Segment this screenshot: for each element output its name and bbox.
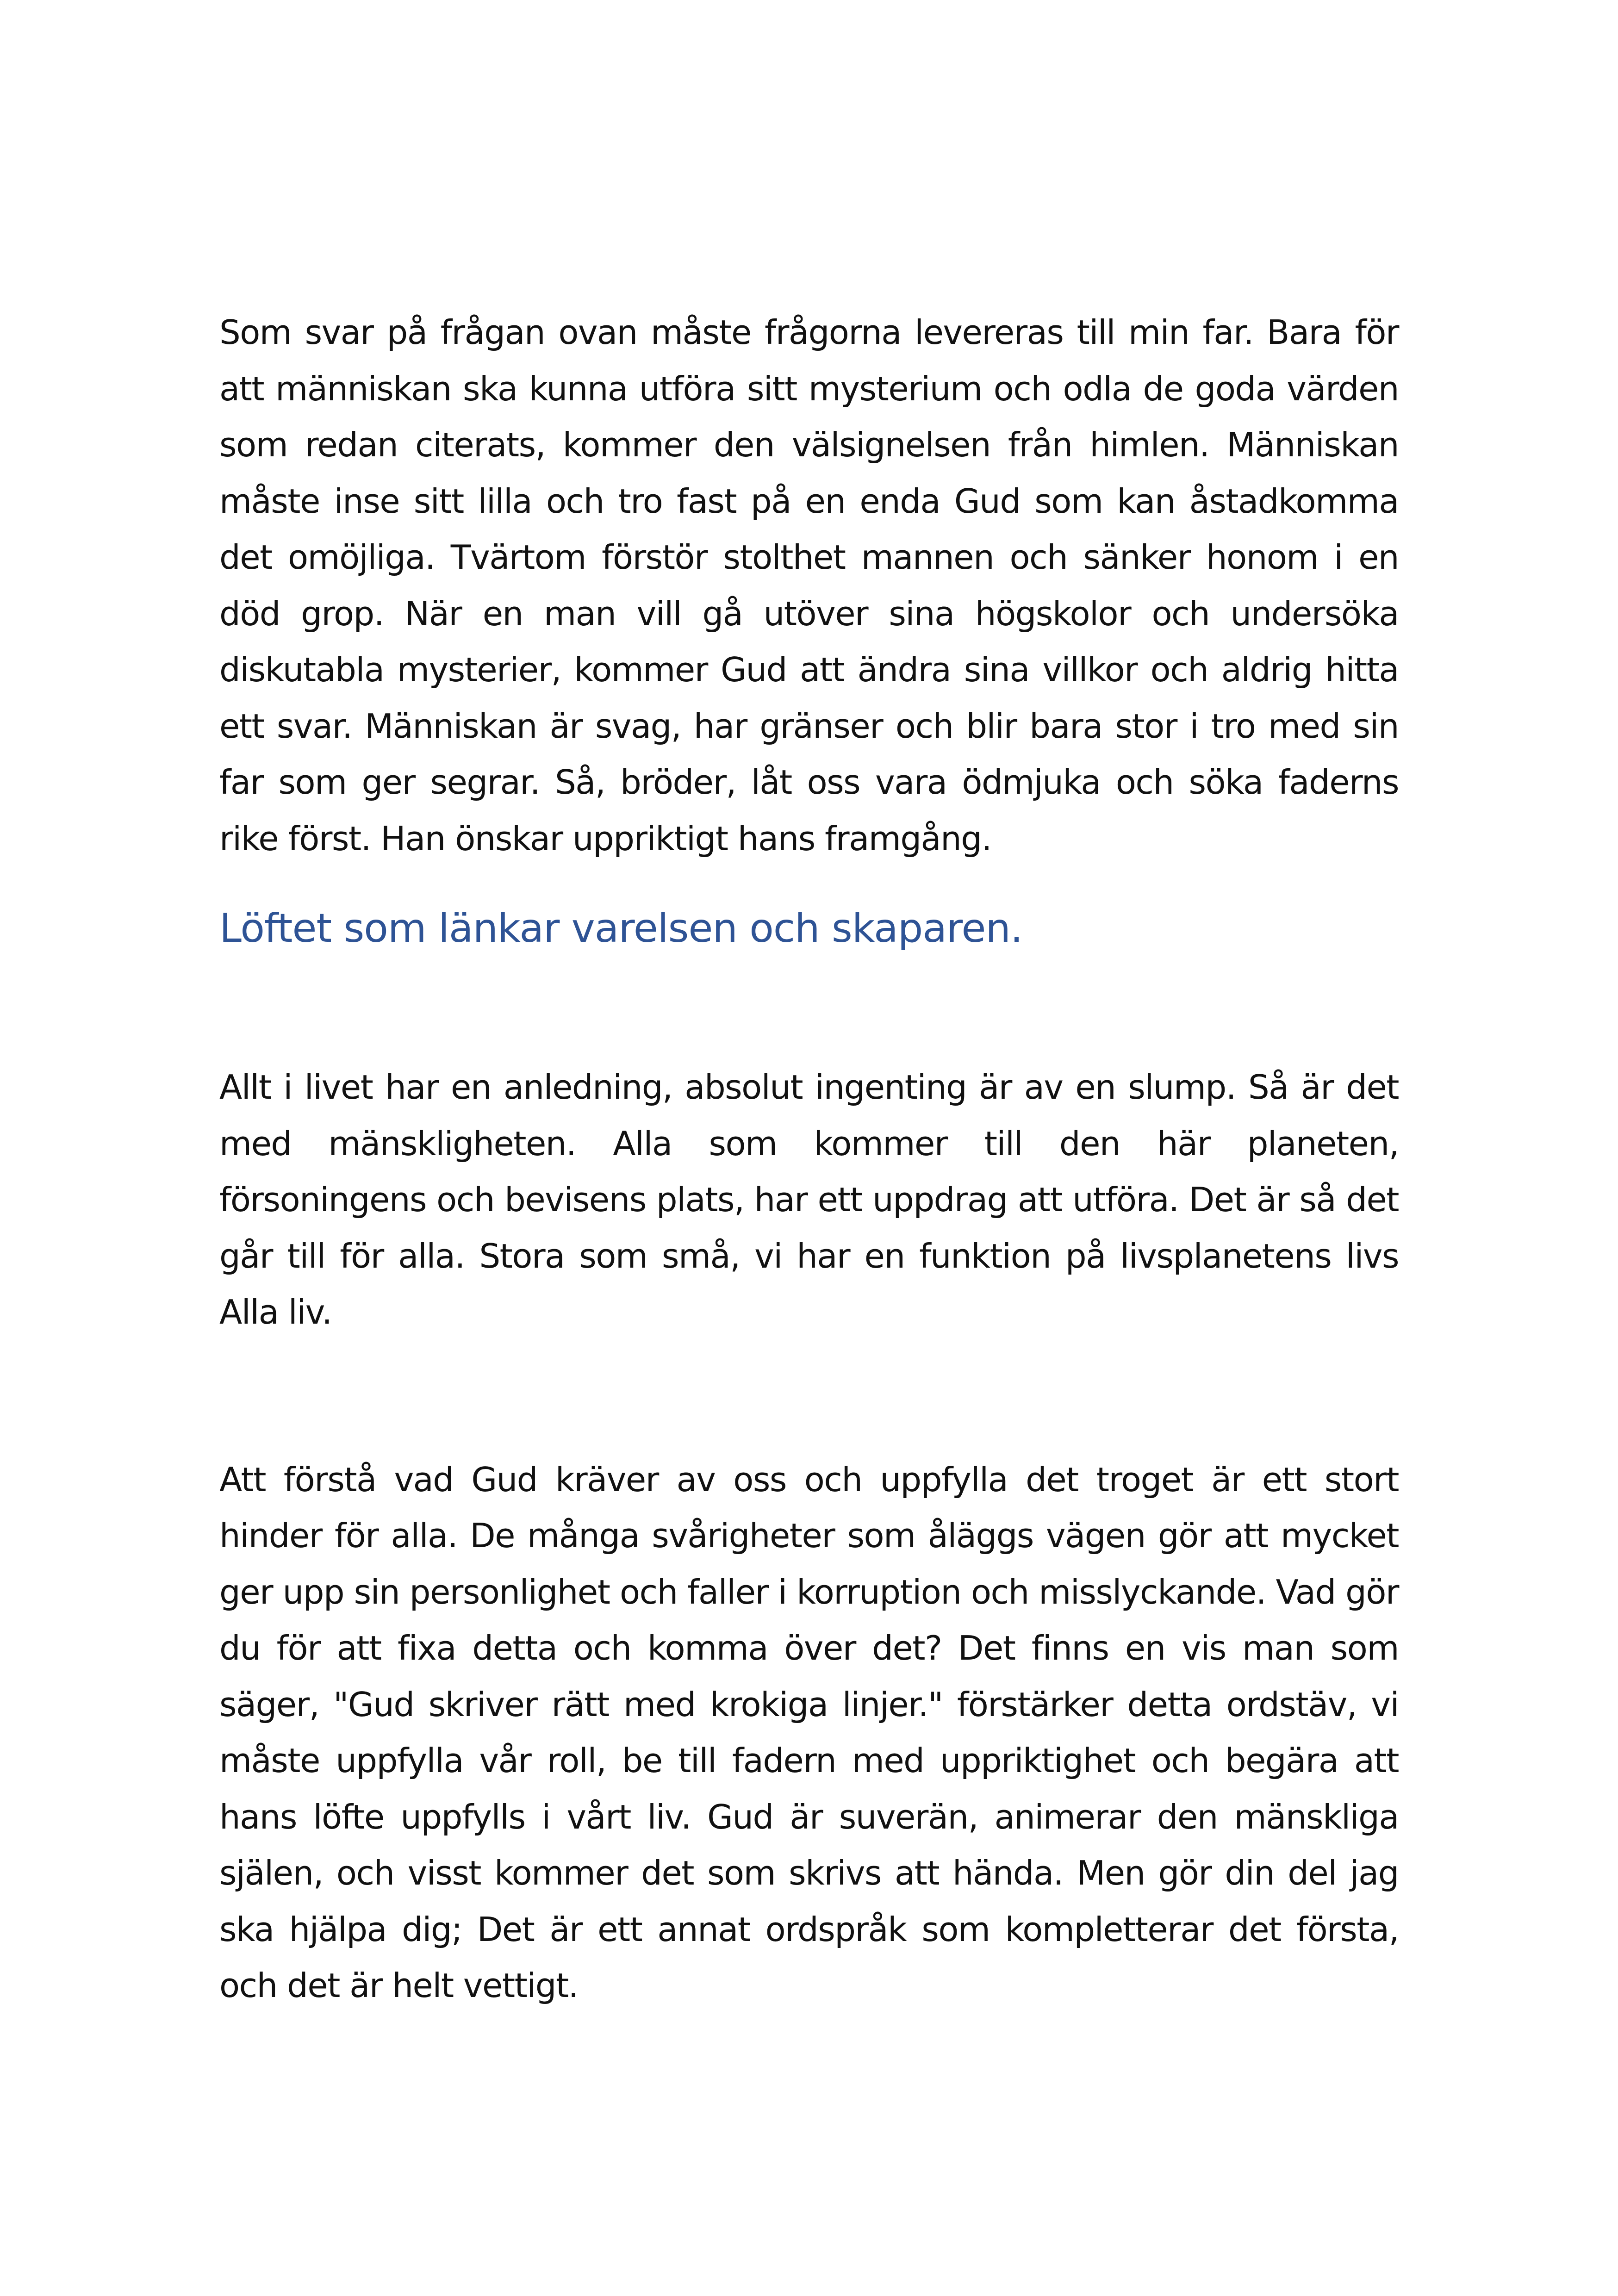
- section-heading: Löftet som länkar varelsen och skaparen.: [219, 905, 1023, 952]
- document-body: [219, 305, 1399, 2014]
- spacer: [219, 1341, 1399, 1452]
- paragraph-understanding: Att förstå vad Gud kräver av oss och uppfylla det troget är ett stort hinder för alla. De många svårigheter som åläggs vägen gör att mycket ger upp sin personlighet och faller i korruption och misslyckande. Vad gör du för att fixa detta och komma över det? Det finns en vis man som säger, "Gud skriver rätt med krokiga linjer." förstärker detta ordstäv, vi måste uppfylla vår roll, be till fadern med uppriktighet och begära att hans löfte uppfylls i vårt liv. Gud är suverän, animerar den mänskliga själen, och visst kommer det som skrivs att hända. Men gör din del jag ska hjälpa dig; Det är ett annat ordspråk som kompletterar det första, och det är helt vettigt.: [219, 1460, 1399, 2005]
- paragraph-purpose: Allt i livet har en anledning, absolut ingenting är av en slump. Så är det med mänskligheten. Alla som kommer till den här planeten, försoningens och bevisens plats, har ett uppdrag att utföra. Det är så det går till för alla. Stora som små, vi har en funktion på livsplanetens livs Alla liv.: [219, 1068, 1399, 1332]
- paragraph-intro: Som svar på frågan ovan måste frågorna levereras till min far. Bara för att människan ska kunna utföra sitt mysterium och odla de goda värden som redan citerats, kommer den välsignelsen från himlen. Människan måste inse sitt lilla och tro fast på en enda Gud som kan åstadkomma det omöjliga. Tvärtom förstör stolthet mannen och sänker honom i en död grop. När en man vill gå utöver sina högskolor och undersöka diskutabla mysterier, kommer Gud att ändra sina villkor och aldrig hitta ett svar. Människan är svag, har gränser och blir bara stor i tro med sin far som ger segrar. Så, bröder, låt oss vara ödmjuka och söka faderns rike först. Han önskar uppriktigt hans framgång.: [219, 313, 1399, 858]
- spacer: [219, 867, 1399, 903]
- spacer: [219, 954, 1399, 1059]
